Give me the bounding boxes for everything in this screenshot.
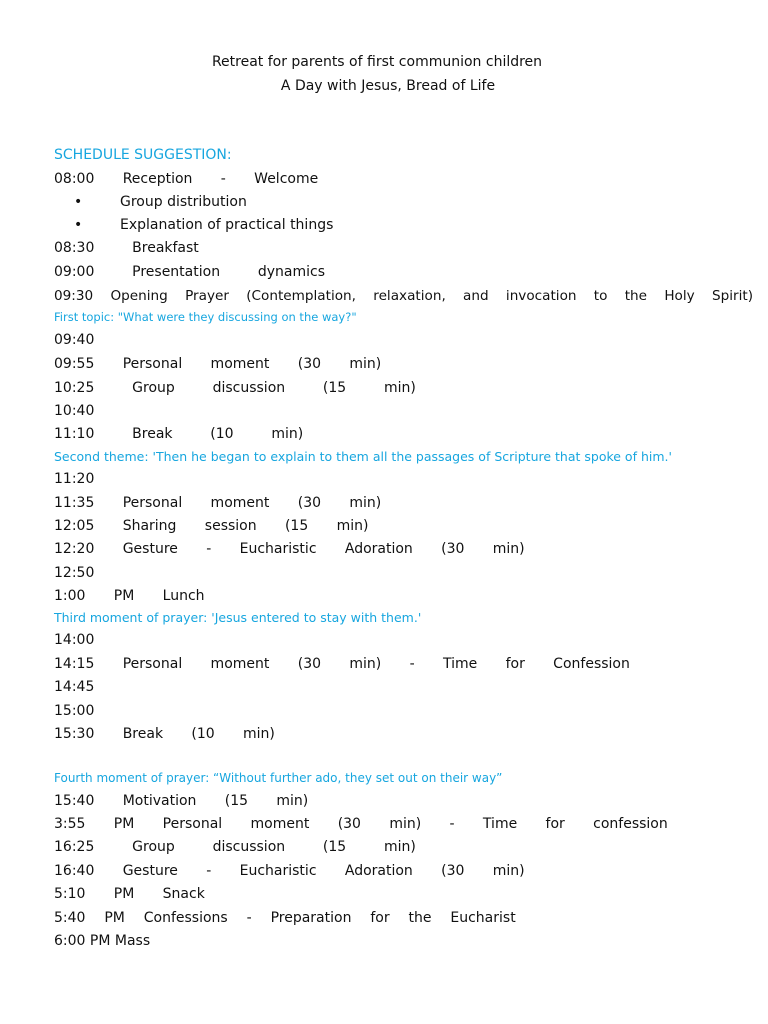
schedule-entry: 11:20 [54, 471, 95, 487]
topic-heading: Fourth moment of prayer: “Without further ado, they set out on their way” [54, 771, 503, 785]
schedule-entry: 6:00 PM Mass [54, 933, 151, 949]
schedule-entry: 09:00 Presentation dynamics [54, 264, 326, 280]
schedule-entry: 15:30 Break (10 min) [54, 726, 275, 742]
schedule-entry: 12:50 [54, 565, 95, 581]
schedule-entry: 15:40 Motivation (15 min) [54, 793, 309, 809]
schedule-entry: 11:35 Personal moment (30 min) [54, 495, 382, 511]
schedule-entry: 5:10 PM Snack [54, 886, 205, 902]
schedule-entry: 09:30 Opening Prayer (Contemplation, relaxation, and invocation to the Holy Spirit) [54, 288, 753, 304]
document-subtitle: A Day with Jesus, Bread of Life [280, 78, 496, 94]
bullet-marker: • [74, 194, 83, 210]
topic-heading: Second theme: 'Then he began to explain to them all the passages of Scripture that spoke of him.' [54, 449, 672, 464]
schedule-entry: 14:15 Personal moment (30 min) - Time for Confession [54, 656, 630, 672]
topic-heading: Third moment of prayer: 'Jesus entered to stay with them.' [54, 610, 422, 625]
schedule-entry: 10:40 [54, 403, 95, 419]
schedule-entry: 5:40 PM Confessions - Preparation for the Eucharist [54, 910, 516, 926]
schedule-entry: 09:55 Personal moment (30 min) [54, 356, 382, 372]
bullet-marker: • [74, 217, 83, 233]
schedule-entry: 16:40 Gesture - Eucharistic Adoration (30 min) [54, 863, 525, 879]
document-title: Retreat for parents of first communion children [211, 54, 543, 70]
schedule-entry: 12:05 Sharing session (15 min) [54, 518, 369, 534]
schedule-entry: 16:25 Group discussion (15 min) [54, 839, 416, 855]
schedule-entry: 1:00 PM Lunch [54, 588, 205, 604]
schedule-entry: 3:55 PM Personal moment (30 min) - Time for confession [54, 816, 668, 832]
topic-heading: First topic: "What were they discussing on the way?" [54, 310, 357, 324]
bullet-item: Group distribution [120, 194, 247, 210]
schedule-entry: 09:40 [54, 332, 95, 348]
schedule-entry: 12:20 Gesture - Eucharistic Adoration (30 min) [54, 541, 525, 557]
schedule-entry: 14:00 [54, 632, 95, 648]
schedule-entry: 14:45 [54, 679, 95, 695]
bullet-item: Explanation of practical things [120, 217, 334, 233]
schedule-entry: 08:30 Breakfast [54, 240, 199, 256]
schedule-entry: 10:25 Group discussion (15 min) [54, 380, 416, 396]
schedule-entry: 08:00 Reception - Welcome [54, 171, 319, 187]
schedule-heading: SCHEDULE SUGGESTION: [54, 147, 232, 163]
schedule-entry: 11:10 Break (10 min) [54, 426, 304, 442]
schedule-entry: 15:00 [54, 703, 95, 719]
